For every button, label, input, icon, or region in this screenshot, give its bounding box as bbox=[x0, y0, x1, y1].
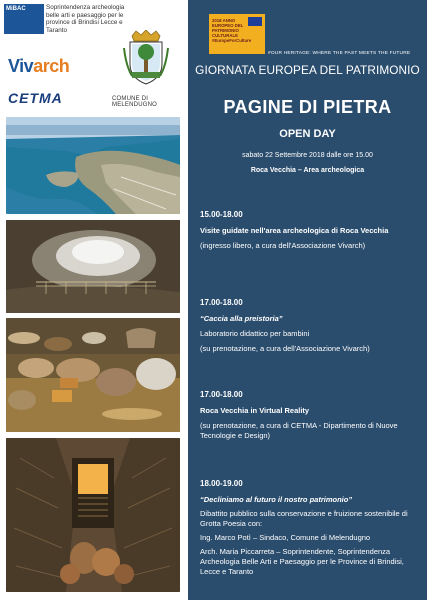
soprintendenza-text: Soprintendenza archeologia belle arti e paesaggio per le province di Brindisi Lecce e Taranto bbox=[46, 4, 125, 34]
page-title: PAGINE DI PIETRA bbox=[223, 97, 392, 117]
event-title: Roca Vecchia in Virtual Reality bbox=[200, 406, 310, 415]
event-title: Visite guidate nell'area archeologica di Roca Vecchia bbox=[200, 226, 389, 235]
subtitle: OPEN DAY bbox=[279, 128, 336, 140]
eu-logo-text: 2018 ANNO EUROPEO DEL PATRIMONIO CULTURALE #EuropeForCulture bbox=[212, 18, 252, 43]
right-panel bbox=[188, 0, 427, 600]
event-speaker: Ing. Marco Potì – Sindaco, Comune di Melendugno bbox=[200, 533, 371, 542]
giornata-heading: GIORNATA EUROPEA DEL PATRIMONIO bbox=[195, 63, 420, 77]
event-1 bbox=[200, 210, 420, 256]
event-speaker: Arch. Maria Piccarreta – Soprintendente, Soprintendenza Archeologia Belle Arti e Paesaggio per le Province di Brindisi, Lecce e Taranto bbox=[200, 547, 404, 576]
event-title: “Decliniamo al futuro il nostro patrimonio” bbox=[200, 495, 353, 504]
event-2 bbox=[200, 298, 420, 359]
pottery-photo bbox=[6, 318, 180, 432]
event-time: 15.00-18.00 bbox=[200, 210, 243, 219]
vivarch-right: arch bbox=[33, 56, 70, 76]
event-time: 17.00-18.00 bbox=[200, 390, 243, 399]
event-4 bbox=[200, 479, 420, 581]
event-desc: Dibattito pubblico sulla conservazione e fruizione sostenibile di Grotta Poesia con: bbox=[200, 509, 408, 528]
melendugno-crest-icon bbox=[122, 30, 170, 86]
event-time: 17.00-18.00 bbox=[200, 298, 243, 307]
vivarch-left: Viv bbox=[8, 56, 34, 76]
event-3 bbox=[200, 390, 420, 446]
eu-flag-icon bbox=[248, 17, 262, 26]
heritage-tagline: #OUR HERITAGE: WHERE THE PAST MEETS THE FUTURE bbox=[268, 51, 411, 56]
cetma-logo: CETMA bbox=[8, 90, 63, 106]
event-desc: Laboratorio didattico per bambini bbox=[200, 329, 310, 338]
coast-aerial-photo bbox=[6, 117, 180, 214]
event-note: (su prenotazione, a cura di CETMA - Dipartimento di Nuove Tecnologie e Design) bbox=[200, 421, 398, 440]
comune-label: COMUNE DI MELENDUGNO bbox=[112, 96, 158, 108]
left-column bbox=[0, 0, 188, 600]
event-note: (ingresso libero, a cura dell'Associazione Vivarch) bbox=[200, 241, 366, 250]
vivarch-logo bbox=[8, 56, 69, 77]
event-place: Roca Vecchia – Area archeologica bbox=[250, 167, 365, 174]
event-date: sabato 22 Settembre 2018 dalle ore 15.00 bbox=[242, 152, 373, 159]
mibac-logo bbox=[4, 4, 44, 34]
eu-heritage-logo bbox=[209, 14, 265, 54]
logo-area bbox=[0, 0, 188, 112]
event-note: (su prenotazione, a cura dell'Associazione Vivarch) bbox=[200, 344, 370, 353]
cave-photo bbox=[6, 220, 180, 313]
excavation-photo bbox=[6, 438, 180, 592]
event-time: 18.00-19.00 bbox=[200, 479, 243, 488]
event-title: “Caccia alla preistoria” bbox=[200, 314, 283, 323]
mibac-label: MiBAC bbox=[6, 6, 26, 12]
